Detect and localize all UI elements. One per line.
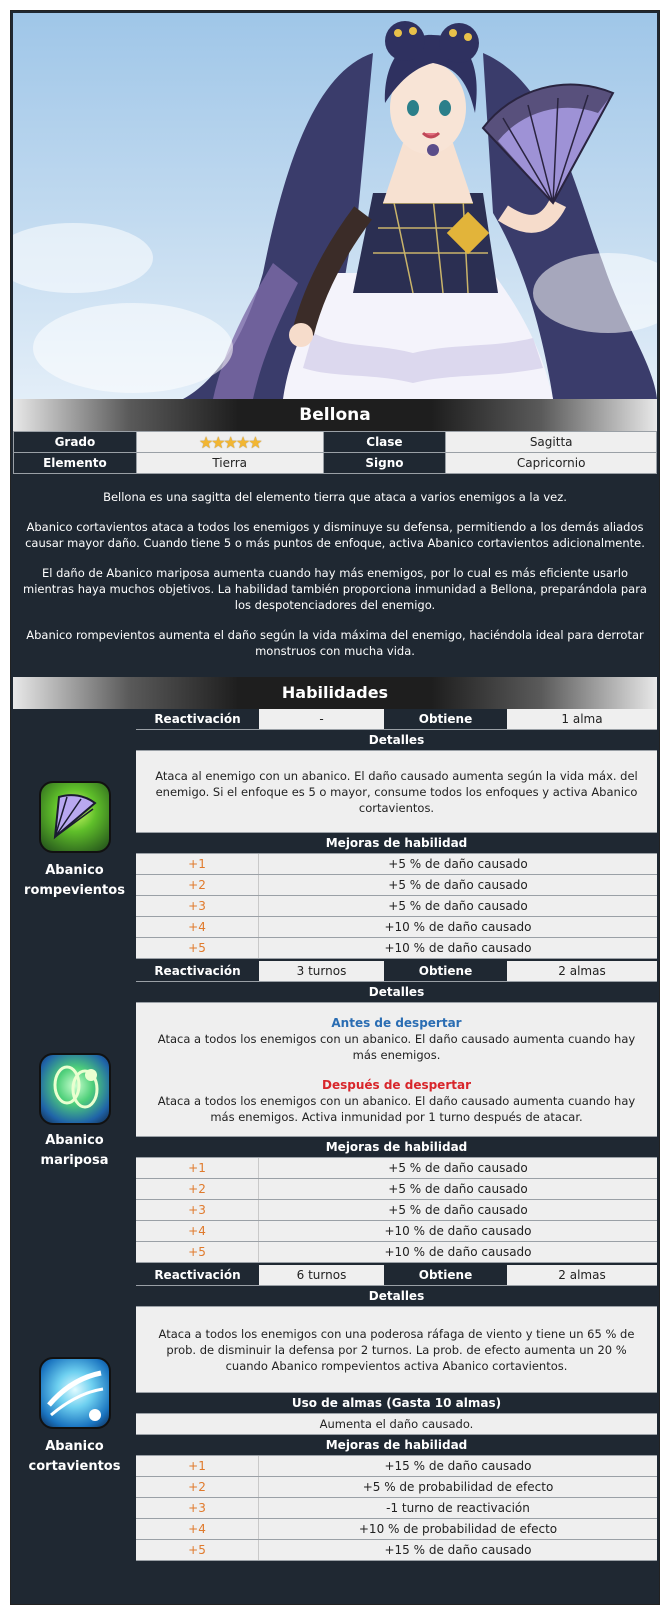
mejoras-header: Mejoras de habilidad bbox=[136, 1137, 657, 1158]
upgrade-row bbox=[136, 854, 657, 875]
upgrade-text: +10 % de daño causado bbox=[384, 1245, 532, 1259]
skill-details-text: Ataca al enemigo con un abanico. El daño causado aumenta según la vida máx. del enemigo. Si el enfoque es 5 o mayor, consume todos los enfoques y activa Abanico cortavientos. bbox=[136, 751, 657, 833]
skills-section-title: Habilidades bbox=[13, 677, 657, 709]
upgrade-text: +5 % de daño causado bbox=[388, 1161, 528, 1175]
description-paragraph: Bellona es una sagitta del elemento tierra que ataca a varios enemigos a la vez. bbox=[103, 490, 567, 504]
skill-abanico-mariposa bbox=[13, 961, 657, 1265]
upgrade-level: +3 bbox=[136, 1498, 259, 1518]
detalles-header: Detalles bbox=[136, 1286, 657, 1307]
upgrade-text: +5 % de daño causado bbox=[388, 1203, 528, 1217]
upgrade-text: +5 % de daño causado bbox=[388, 857, 528, 871]
upgrade-text: +5 % de daño causado bbox=[388, 1182, 528, 1196]
skill-sidebar bbox=[13, 1265, 136, 1604]
star-icon: ★ bbox=[198, 432, 212, 452]
star-icon: ★ bbox=[248, 432, 261, 452]
description-paragraph: El daño de Abanico mariposa aumenta cuando hay más enemigos, por lo cual es más eficiente usarlo mientras haya muchos objetivos. La habilidad también proporciona inmunidad a Bellona, preparándola para los despotenciadores del enemigo. bbox=[23, 566, 647, 612]
upgrade-row bbox=[136, 1519, 657, 1540]
signo-label: Signo bbox=[323, 453, 446, 474]
mejoras-header: Mejoras de habilidad bbox=[136, 1435, 657, 1456]
upgrade-level: +3 bbox=[136, 1200, 259, 1220]
upgrade-row bbox=[136, 1540, 657, 1561]
star-icon: ★ bbox=[235, 432, 249, 452]
obtiene-value: 1 alma bbox=[507, 709, 657, 729]
butterfly-fan-icon bbox=[39, 1053, 111, 1125]
skill-name-line: cortavientos bbox=[28, 1459, 121, 1474]
upgrade-level: +4 bbox=[136, 1519, 259, 1539]
cloud bbox=[33, 303, 233, 393]
skill-details-panel bbox=[136, 709, 657, 959]
skill-details-text: Ataca a todos los enemigos con una poderosa ráfaga de viento y tiene un 65 % de prob. de disminuir la defensa por 2 turnos. La prob. de efecto aumenta un 20 % cuando Abanico rompevientos activa Abanico cortavientos. bbox=[136, 1307, 657, 1393]
upgrade-level: +3 bbox=[136, 896, 259, 916]
upgrade-level: +1 bbox=[136, 854, 259, 874]
before-awakening-label: Antes de despertar bbox=[331, 1015, 462, 1030]
upgrade-text: +10 % de daño causado bbox=[384, 920, 532, 934]
wind-fan-icon bbox=[39, 1357, 111, 1429]
skill-details-panel bbox=[136, 961, 657, 1263]
detalles-header: Detalles bbox=[136, 730, 657, 751]
upgrade-row bbox=[136, 1477, 657, 1498]
character-name-title: Bellona bbox=[13, 399, 657, 431]
reactivacion-label: Reactivación bbox=[136, 709, 259, 729]
upgrade-text: +5 % de daño causado bbox=[388, 878, 528, 892]
reactivacion-label: Reactivación bbox=[136, 961, 259, 981]
grado-label: Grado bbox=[14, 432, 137, 453]
upgrade-level: +1 bbox=[136, 1158, 259, 1178]
upgrade-row bbox=[136, 938, 657, 959]
grado-stars bbox=[136, 432, 323, 453]
description-paragraph: Abanico rompevientos aumenta el daño según la vida máxima del enemigo, haciéndola ideal para derrotar monstruos con mucha vida. bbox=[26, 628, 644, 658]
upgrade-row bbox=[136, 1200, 657, 1221]
skill-name-line: rompevientos bbox=[24, 883, 125, 898]
info-table bbox=[13, 431, 657, 474]
skill-name-line: Abanico bbox=[45, 1133, 104, 1148]
after-awakening-text: Ataca a todos los enemigos con un abanico. El daño causado aumenta cuando hay más enemigos. Activa inmunidad por 1 turno después de atacar. bbox=[157, 1093, 636, 1124]
page-frame bbox=[10, 10, 660, 1605]
reactivacion-value: 6 turnos bbox=[259, 1265, 384, 1285]
before-awakening-text: Ataca a todos los enemigos con un abanico. El daño causado aumenta cuando hay más enemigos. bbox=[157, 1031, 636, 1062]
skill-name-line: Abanico bbox=[45, 1439, 104, 1454]
obtiene-label: Obtiene bbox=[384, 1265, 507, 1285]
upgrade-level: +1 bbox=[136, 1456, 259, 1476]
detalles-header: Detalles bbox=[136, 982, 657, 1003]
green-fan-icon bbox=[39, 781, 111, 853]
upgrade-row bbox=[136, 1498, 657, 1519]
skill-name-line: Abanico bbox=[45, 863, 104, 878]
obtiene-value: 2 almas bbox=[507, 1265, 657, 1285]
mejoras-header: Mejoras de habilidad bbox=[136, 833, 657, 854]
star-icon: ★ bbox=[211, 432, 224, 452]
upgrade-text: +5 % de probabilidad de efecto bbox=[362, 1480, 554, 1494]
upgrade-row bbox=[136, 1221, 657, 1242]
star-icon: ★ bbox=[223, 432, 236, 452]
signo-value: Capricornio bbox=[446, 453, 657, 474]
elemento-value: Tierra bbox=[136, 453, 323, 474]
upgrade-row bbox=[136, 1179, 657, 1200]
upgrade-level: +2 bbox=[136, 875, 259, 895]
upgrade-level: +5 bbox=[136, 938, 259, 958]
reactivacion-value: - bbox=[259, 709, 384, 729]
clase-value: Sagitta bbox=[446, 432, 657, 453]
obtiene-label: Obtiene bbox=[384, 961, 507, 981]
upgrade-text: +10 % de daño causado bbox=[384, 941, 532, 955]
soul-usage-text: Aumenta el daño causado. bbox=[136, 1414, 657, 1435]
upgrade-level: +5 bbox=[136, 1540, 259, 1560]
obtiene-label: Obtiene bbox=[384, 709, 507, 729]
content-area bbox=[13, 13, 657, 1602]
clase-label: Clase bbox=[323, 432, 446, 453]
skill-sidebar bbox=[13, 709, 136, 961]
upgrade-row bbox=[136, 1158, 657, 1179]
skill-name-line: mariposa bbox=[40, 1153, 109, 1168]
upgrade-row bbox=[136, 875, 657, 896]
reactivacion-value: 3 turnos bbox=[259, 961, 384, 981]
upgrade-row bbox=[136, 917, 657, 938]
upgrade-text: +15 % de daño causado bbox=[384, 1459, 532, 1473]
upgrade-text: +15 % de daño causado bbox=[384, 1543, 532, 1557]
upgrade-text: -1 turno de reactivación bbox=[386, 1501, 530, 1515]
skill-abanico-rompevientos bbox=[13, 709, 657, 961]
upgrade-level: +4 bbox=[136, 917, 259, 937]
character-description bbox=[13, 475, 657, 677]
upgrade-text: +10 % de daño causado bbox=[384, 1224, 532, 1238]
soul-usage-header: Uso de almas (Gasta 10 almas) bbox=[136, 1393, 657, 1414]
upgrade-level: +5 bbox=[136, 1242, 259, 1262]
after-awakening-label: Después de despertar bbox=[321, 1077, 471, 1092]
upgrade-text: +10 % de probabilidad de efecto bbox=[358, 1522, 558, 1536]
skill-sidebar bbox=[13, 961, 136, 1265]
upgrade-row bbox=[136, 896, 657, 917]
upgrade-level: +2 bbox=[136, 1477, 259, 1497]
skill-abanico-cortavientos bbox=[13, 1265, 657, 1604]
character-portrait bbox=[13, 13, 657, 399]
upgrade-level: +2 bbox=[136, 1179, 259, 1199]
skill-details-panel bbox=[136, 1265, 657, 1561]
upgrade-row bbox=[136, 1242, 657, 1263]
upgrade-row bbox=[136, 1456, 657, 1477]
upgrade-text: +5 % de daño causado bbox=[388, 899, 528, 913]
obtiene-value: 2 almas bbox=[507, 961, 657, 981]
reactivacion-label: Reactivación bbox=[136, 1265, 259, 1285]
upgrade-level: +4 bbox=[136, 1221, 259, 1241]
description-paragraph: Abanico cortavientos ataca a todos los enemigos y disminuye su defensa, permitiendo a los demás aliados causar mayor daño. Cuando tiene 5 o más puntos de enfoque, activa Abanico cortavientos adicionalmente. bbox=[25, 520, 645, 550]
elemento-label: Elemento bbox=[14, 453, 137, 474]
skill-details-text bbox=[136, 1003, 657, 1137]
